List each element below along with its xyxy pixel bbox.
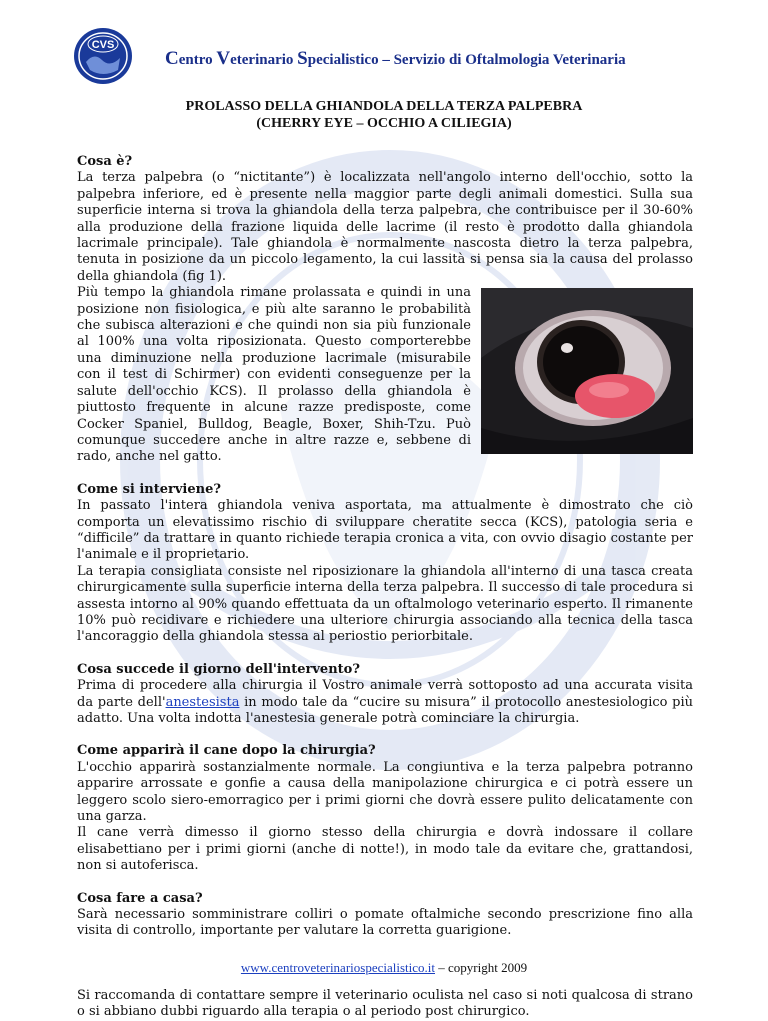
footer [0,960,768,976]
document-body [77,154,693,1021]
paragraph: In passato l'intera ghiandola veniva asportata, ma attualmente è dimostrato che ciò comporta un elevatissimo rischio di sviluppare cheratite secca (KCS), patologia seria e “difficile” da trattare in quanto richiede terapia cronica a vita, con ovvio disagio costante per l'animale e il proprietario. [77,498,693,563]
section-heading: Cosa succede il giorno dell'intervento? [77,661,360,677]
section-heading: Cosa è? [77,154,133,169]
doc-title-line2: (CHERRY EYE – OCCHIO A CILIEGIA) [256,116,512,131]
paragraph: Sarà necessario somministrare colliri o pomate oftalmiche secondo prescrizione fino alla visita di controllo, importante per valutare la corretta guarigione. [77,907,693,939]
section-heading: Cosa fare a casa? [77,890,203,906]
section-heading: Come si interviene? [77,481,221,497]
paragraph: Prima di procedere alla chirurgia il Vostro animale verrà sottoposto ad una accurata visita da parte dell'anestesista in modo tale da “cucire su misura” il protocollo anestesiologico più adatto. Una volta indotta l'anestesia generale potrà cominciare la chirurgia. [77,678,693,726]
section-heading: Come apparirà il cane dopo la chirurgia? [77,743,376,759]
cherry-eye-photo [481,288,693,454]
logo-text: CVS [91,39,115,51]
doc-title-line1: PROLASSO DELLA GHIANDOLA DELLA TERZA PALPEBRA [185,99,583,114]
closing-paragraph: Si raccomanda di contattare sempre il veterinario oculista nel caso si noti qualcosa di strano o si abbiano dubbi riguardo alla terapia o al periodo post chirurgico. [77,987,693,1020]
header-title: Centro Veterinario Specialistico – Servizio di Oftalmologia Veterinaria [165,48,626,69]
website-link[interactable]: www.centroveterinariospecialistico.it [240,960,435,975]
anestesista-link[interactable]: anestesista [165,694,240,710]
paragraph: La terza palpebra (o “nictitante”) è localizzata nell'angolo interno dell'occhio, sotto la palpebra inferiore, ed è presente nella maggior parte degli animali domestici. Sulla sua superficie interna si trova la ghiandola della terza palpebra, che contribuisce per il 30-60% alla produzione della frazione liquida delle lacrime (il resto è prodotto dalla ghiandola lacrimale principale). Tale ghiandola è normalmente nascosta dietro la terza palpebra, tenuta in posizione da un piccolo legamento, la cui lassità si pensa sia la causa del prolasso della ghiandola (fig 1). [77,170,693,284]
paragraph: Più tempo la ghiandola rimane prolassata e quindi in una posizione non fisiologica, e più alte saranno le probabilità che subisca alterazioni e che quindi non sia più funzionale al 100% una volta riposizionata. Questo comporterebbe una diminuzione nella produzione lacrimale (misurabile con il test di Schirmer) con evidenti conseguenze per la salute dell'occhio KCS). Il prolasso della ghiandola è piuttosto frequente in alcune razze predisposte, come Cocker Spaniel, Bulldog, Beagle, Boxer, Shih-Tzu. Può comunque succedere anche in altre razze e, sebbene di rado, anche nel gatto. [77,285,471,465]
paragraph: Il cane verrà dimesso il giorno stesso della chirurgia e dovrà indossare il collare elisabettiano per i primi giorni (anche di notte!), in modo tale da evitare che, grattandosi, non si autoferisca. [77,825,693,874]
copyright-text: – copyright 2009 [435,960,528,975]
paragraph: La terapia consigliata consiste nel riposizionare la ghiandola all'interno di una tasca creata chirurgicamente sulla superficie interna della terza palpebra. Il successo di tale procedura si assesta intorno al 90% quando effettuata da un oftalmologo veterinario esperto. Il rimanente 10% può recidivare e richiedere una ulteriore chirurgia associando alla tecnica della tasca l'ancoraggio della ghiandola stessa al periostio periorbitale. [77,563,693,645]
paragraph: L'occhio apparirà sostanzialmente normale. La congiuntiva e la terza palpebra potranno apparire arrossate e gonfie a causa della manipolazione chirurgica e ci potrà essere un leggero scolo siero-emorragico per i primi giorni che dovrà essere pulito delicatamente con una garza. [77,759,693,825]
cvs-logo-icon [72,26,134,86]
